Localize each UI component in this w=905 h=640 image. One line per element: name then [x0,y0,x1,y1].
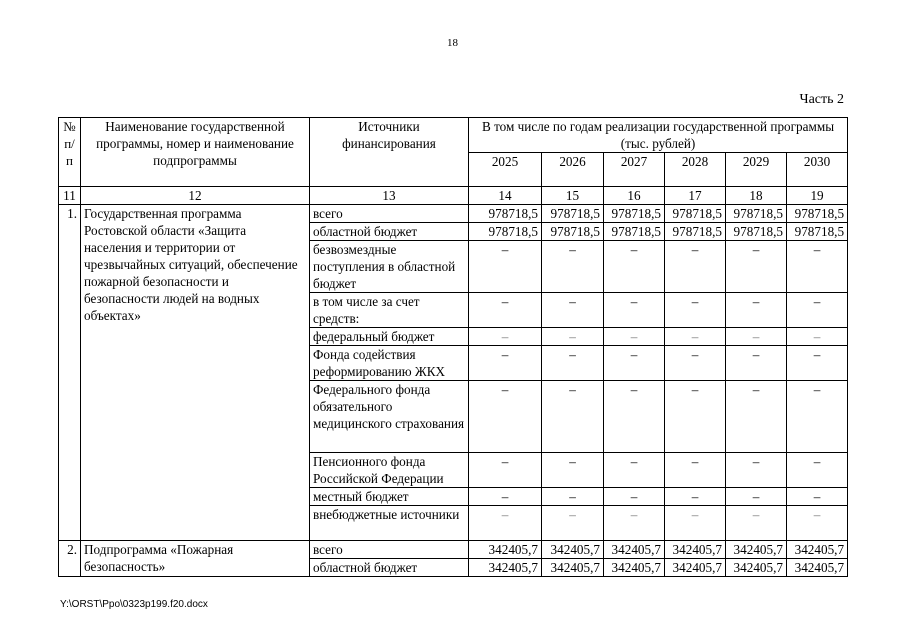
header-year: 2029 [726,153,787,187]
amount-cell: 978718,5 [542,223,604,241]
amount-cell: 342405,7 [787,541,848,559]
amount-cell: – [787,381,848,453]
amount-cell: – [665,241,726,293]
program-name: Подпрограмма «Пожарная безопасность» [81,541,310,577]
amount-cell: – [726,381,787,453]
amount-cell: 342405,7 [665,559,726,577]
amount-cell: 342405,7 [787,559,848,577]
amount-cell: – [726,328,787,346]
amount-cell: 978718,5 [542,205,604,223]
header-year: 2027 [604,153,665,187]
financing-table [58,117,848,577]
amount-cell: – [542,381,604,453]
amount-cell: – [787,241,848,293]
header-year: 2028 [665,153,726,187]
amount-cell: – [542,293,604,328]
amount-cell: – [665,381,726,453]
amount-cell: 342405,7 [542,559,604,577]
funding-source: Пенсионного фонда Российской Федерации [310,453,469,488]
header-year: 2026 [542,153,604,187]
amount-cell: – [469,453,542,488]
amount-cell: – [604,241,665,293]
amount-cell: 978718,5 [604,223,665,241]
amount-cell: – [542,488,604,506]
amount-cell: – [604,453,665,488]
funding-source: областной бюджет [310,559,469,577]
funding-source: Федерального фонда обязательного медицинского страхования [310,381,469,453]
amount-cell: – [469,328,542,346]
funding-source: внебюджетные источники [310,506,469,541]
column-number: 18 [726,187,787,205]
amount-cell: 978718,5 [787,205,848,223]
table-row [59,205,848,223]
amount-cell: 342405,7 [604,541,665,559]
column-number: 11 [59,187,81,205]
amount-cell: – [787,506,848,541]
amount-cell: 978718,5 [469,223,542,241]
funding-source: местный бюджет [310,488,469,506]
amount-cell: – [604,488,665,506]
program-number: 2. [59,541,81,577]
column-number: 12 [81,187,310,205]
amount-cell: – [542,241,604,293]
amount-cell: – [665,293,726,328]
amount-cell: – [726,293,787,328]
amount-cell: – [665,453,726,488]
funding-source: Фонда содействия реформированию ЖКХ [310,346,469,381]
amount-cell: – [542,328,604,346]
funding-source: безвозмездные поступления в областной бюджет [310,241,469,293]
amount-cell: 342405,7 [469,559,542,577]
table-row [59,541,848,559]
amount-cell: 342405,7 [469,541,542,559]
amount-cell: – [787,346,848,381]
amount-cell: 342405,7 [665,541,726,559]
amount-cell: 978718,5 [665,205,726,223]
amount-cell: – [726,346,787,381]
amount-cell: 978718,5 [726,223,787,241]
amount-cell: 342405,7 [726,559,787,577]
funding-source: федеральный бюджет [310,328,469,346]
amount-cell: – [469,293,542,328]
header-year: 2025 [469,153,542,187]
amount-cell: – [604,346,665,381]
amount-cell: – [469,241,542,293]
program-name: Государственная программа Ростовской области «Защита населения и территории от чрезвычайных ситуаций, обеспечение пожарной безопасности и безопасности людей на водных объектах» [81,205,310,541]
header-year: 2030 [787,153,848,187]
amount-cell: – [604,293,665,328]
amount-cell: – [726,506,787,541]
amount-cell: 342405,7 [726,541,787,559]
amount-cell: – [726,453,787,488]
header-years-group: В том числе по годам реализации государственной программы (тыс. рублей) [469,118,848,153]
amount-cell: – [542,506,604,541]
amount-cell: – [469,506,542,541]
column-number: 13 [310,187,469,205]
amount-cell: – [469,381,542,453]
funding-source: в том числе за счет средств: [310,293,469,328]
amount-cell: – [604,328,665,346]
column-number: 17 [665,187,726,205]
amount-cell: – [469,346,542,381]
column-number: 14 [469,187,542,205]
page-number: 18 [447,37,458,49]
program-number: 1. [59,205,81,541]
amount-cell: – [542,453,604,488]
column-numbers-row [59,187,848,205]
amount-cell: – [665,346,726,381]
amount-cell: – [726,488,787,506]
amount-cell: – [665,328,726,346]
funding-source: всего [310,205,469,223]
amount-cell: – [787,453,848,488]
part-label: Часть 2 [799,92,844,107]
amount-cell: – [665,506,726,541]
amount-cell: – [787,328,848,346]
amount-cell: – [542,346,604,381]
amount-cell: – [665,488,726,506]
amount-cell: – [604,381,665,453]
amount-cell: 342405,7 [542,541,604,559]
amount-cell: – [469,488,542,506]
amount-cell: – [787,293,848,328]
amount-cell: 978718,5 [726,205,787,223]
amount-cell: – [604,506,665,541]
amount-cell: – [726,241,787,293]
amount-cell: 978718,5 [665,223,726,241]
amount-cell: – [787,488,848,506]
amount-cell: 978718,5 [469,205,542,223]
funding-source: областной бюджет [310,223,469,241]
funding-source: всего [310,541,469,559]
header-program-name: Наименование государственной программы, номер и наименование подпрограммы [81,118,310,187]
column-number: 16 [604,187,665,205]
header-no: № п/п [59,118,81,187]
footer-file-path: Y:\ORST\Ppo\0323p199.f20.docx [60,599,208,610]
amount-cell: 342405,7 [604,559,665,577]
header-funding-sources: Источники финансирования [310,118,469,187]
amount-cell: 978718,5 [787,223,848,241]
amount-cell: 978718,5 [604,205,665,223]
column-number: 15 [542,187,604,205]
column-number: 19 [787,187,848,205]
